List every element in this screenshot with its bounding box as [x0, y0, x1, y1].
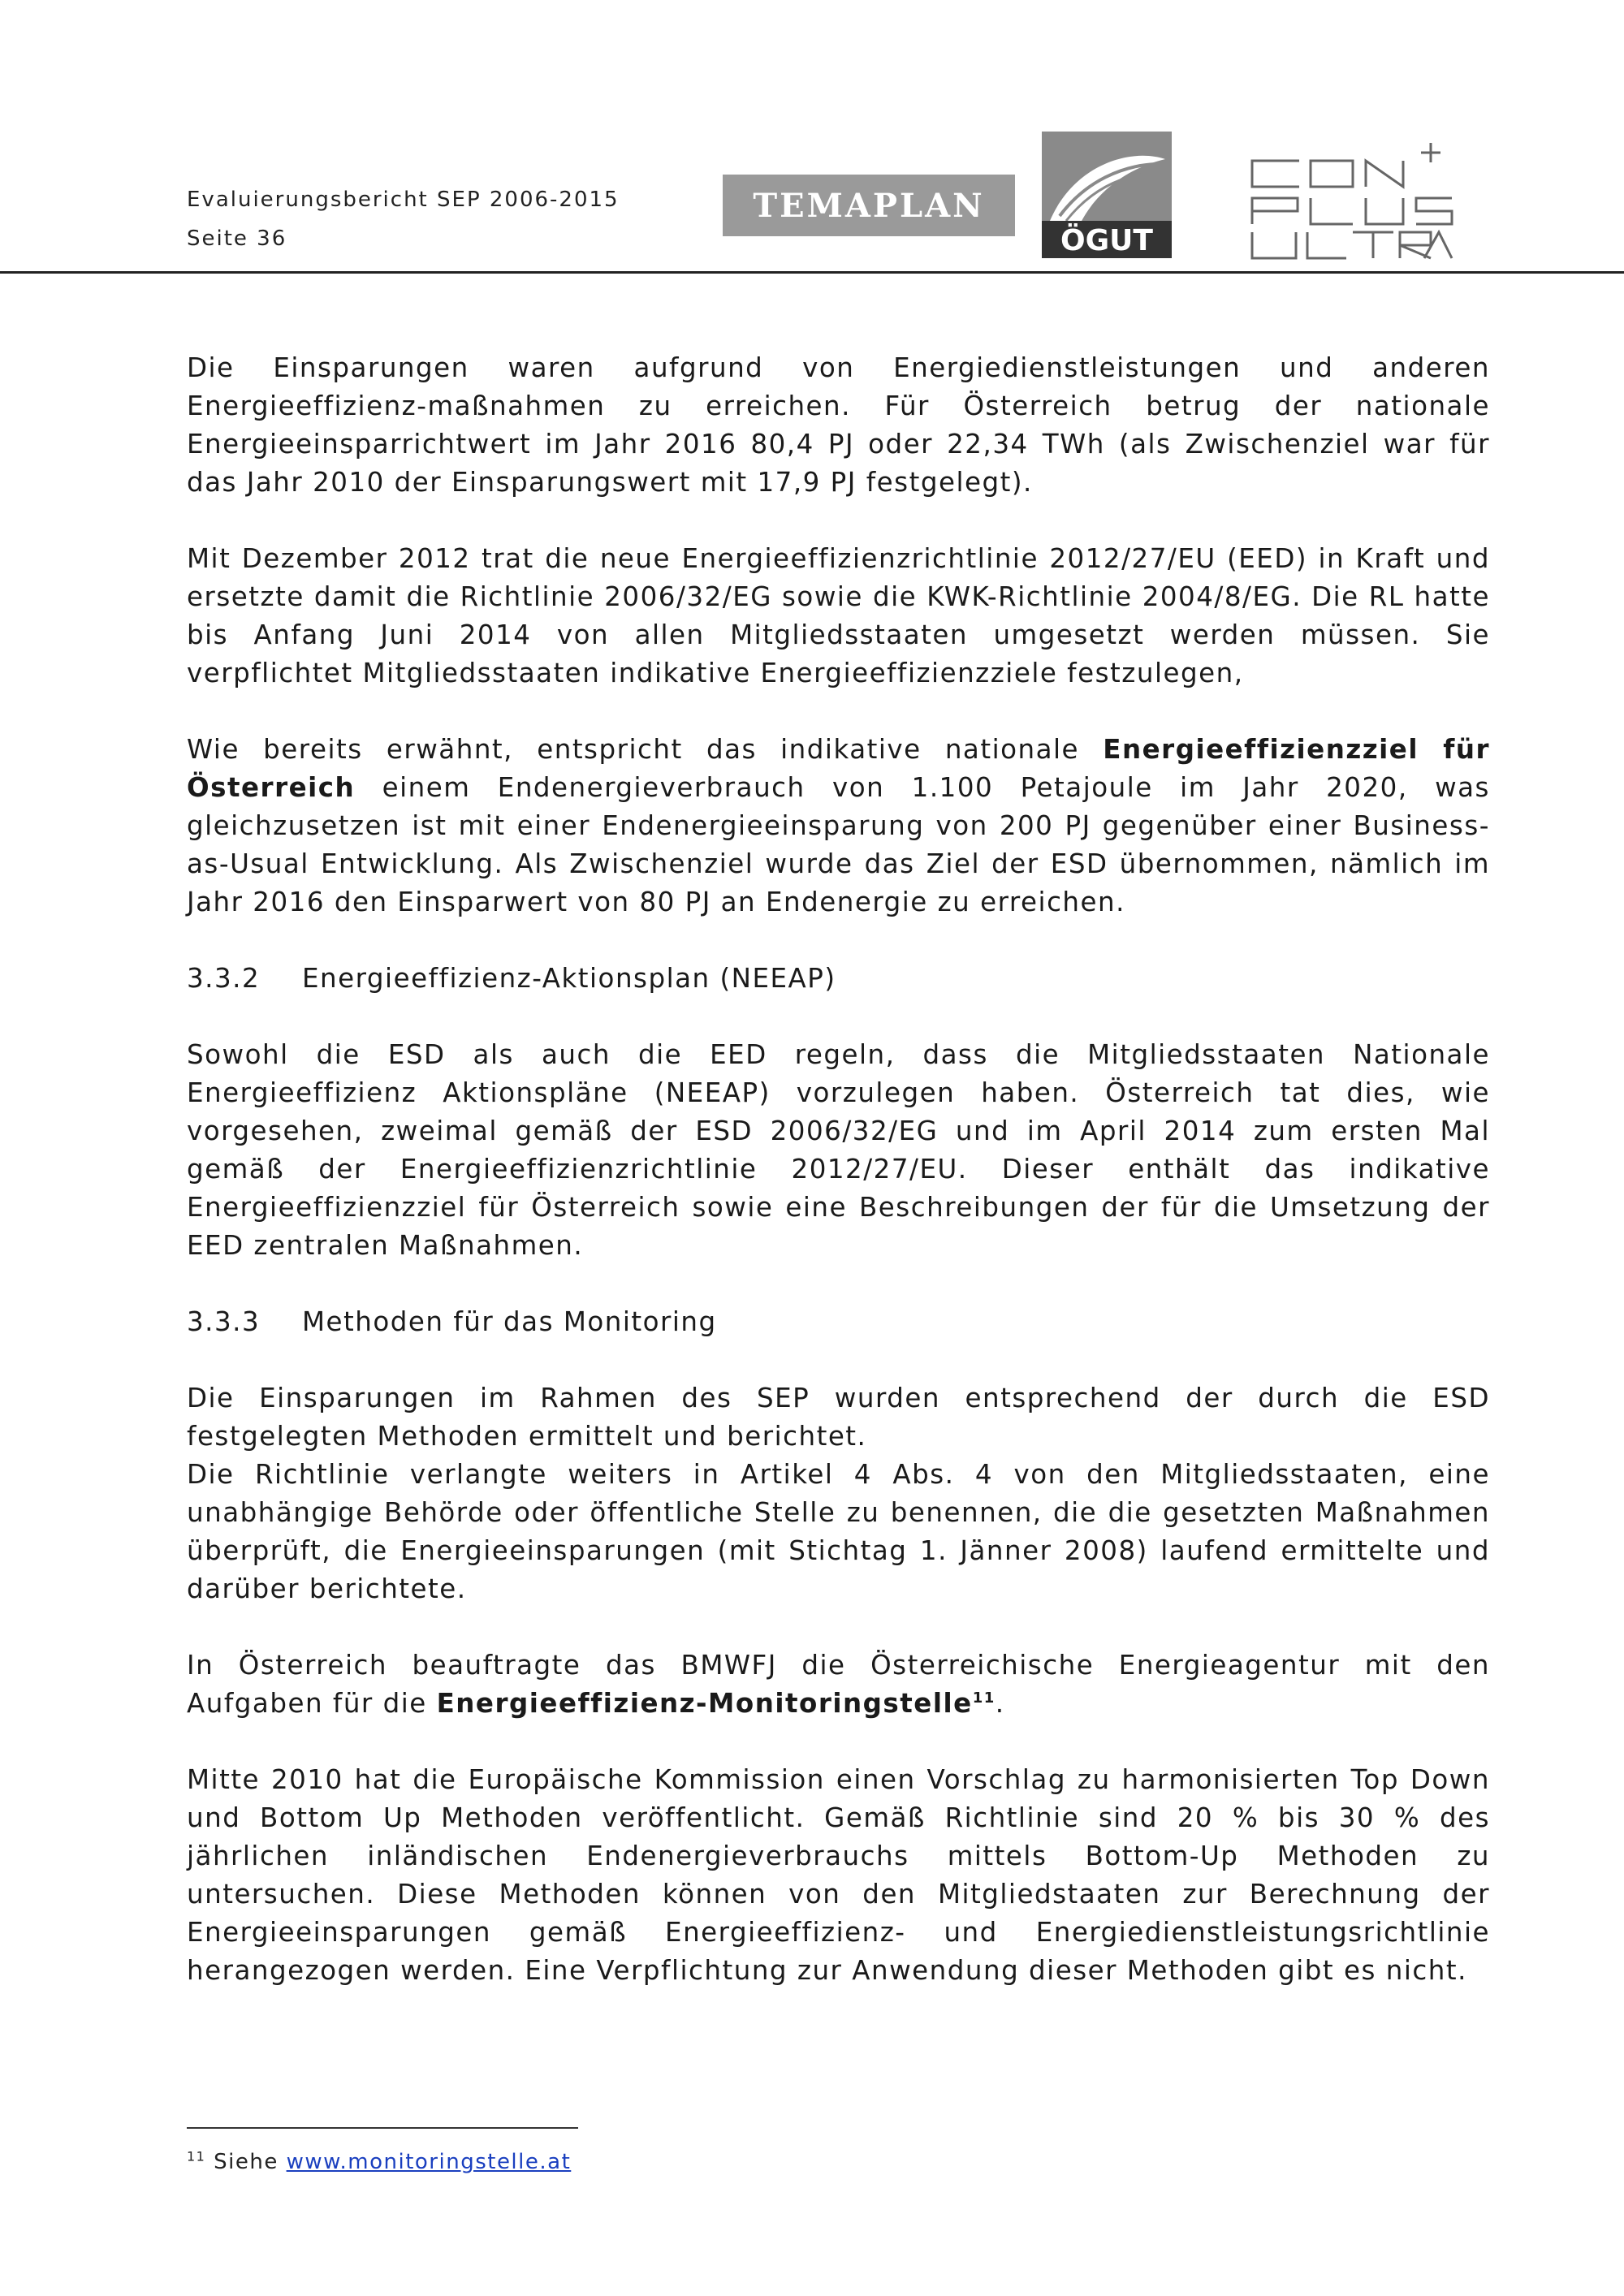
- paragraph-3-emphasis: Energieeffizienzziel für Österreich: [187, 734, 1491, 803]
- document-body: [187, 349, 1490, 2028]
- temaplan-logo-text: TEMAPLAN: [753, 186, 985, 225]
- section-heading-3-3-2: [187, 960, 1490, 998]
- paragraph-1: Die Einsparungen waren aufgrund von Energiedienstleistungen und anderen Energieeffizienz-maßnahmen zu erreichen. Für Österreich betrug der nationale Energieeinsparrichtwert im Jahr 2016 80,4 PJ oder 22,34 TWh (als Zwischenziel war für das Jahr 2010 der Einsparungswert mit 17,9 PJ festgelegt).: [187, 352, 1490, 498]
- footnote-divider: [187, 2127, 578, 2129]
- page-number: Seite 36: [187, 227, 287, 251]
- section-title: Energieeffizienz-Aktionsplan (NEEAP): [302, 963, 836, 994]
- page-header: [187, 180, 620, 258]
- paragraph-3-text-b: einem Endenergieverbrauch von 1.100 Petajoule im Jahr 2020, was gleichzusetzen ist mit einer Endenergieeinsparung von 200 PJ gegenüber einer Business-as-Usual Entwicklung. Als Zwischenziel wurde das Ziel der ESD übernommen, nämlich im Jahr 2016 den Einsparwert von 80 PJ an Endenergie zu erreichen.: [187, 772, 1490, 917]
- section-number: 3.3.2: [187, 963, 261, 994]
- paragraph-5: Die Einsparungen im Rahmen des SEP wurden entsprechend der durch die ESD festgelegten Methoden ermittelt und berichtet.: [187, 1383, 1490, 1452]
- paragraph-7-emphasis: Energieeffizienz-Monitoringstelle: [436, 1688, 973, 1719]
- paragraph-4: Sowohl die ESD als auch die EED regeln, dass die Mitgliedsstaaten Nationale Energieeffizienz Aktionspläne (NEEAP) vorzulegen haben. Österreich tat dies, wie vorgesehen, zweimal gemäß der ESD 2006/32/EG und im April 2014 zum ersten Mal gemäß der Energieeffizienzrichtlinie 2012/27/EU. Dieser enthält das indikative Energieeffizienzziel für Österreich sowie eine Beschreibungen der für die Umsetzung der EED zentralen Maßnahmen.: [187, 1039, 1490, 1261]
- footnote-number: 11: [187, 2148, 206, 2164]
- temaplan-logo: [723, 175, 1015, 236]
- paragraph-3-text-a: Wie bereits erwähnt, entspricht das indikative nationale: [187, 734, 1104, 765]
- paragraph-7-text-a: In Österreich beauftragte das BMWFJ die Österreichische Energieagentur mit den Aufgaben für die: [187, 1650, 1490, 1719]
- section-heading-3-3-3: [187, 1303, 1490, 1341]
- ogut-logo-text: ÖGUT: [1060, 224, 1153, 257]
- con-plus-ultra-logo: [1250, 136, 1453, 260]
- section-title: Methoden für das Monitoring: [302, 1306, 717, 1337]
- footnote: [187, 2150, 571, 2174]
- footnote-link[interactable]: www.monitoringstelle.at: [286, 2150, 572, 2174]
- paragraph-3: [187, 731, 1490, 921]
- section-number: 3.3.3: [187, 1306, 261, 1337]
- paragraph-8: Mitte 2010 hat die Europäische Kommission einen Vorschlag zu harmonisierten Top Down und Bottom Up Methoden veröffentlicht. Gemäß Richtlinie sind 20 % bis 30 % des jährlichen inländischen Endenergieverbrauchs mittels Bottom-Up Methoden zu untersuchen. Diese Methoden können von den Mitgliedstaaten zur Berechnung der Energieeinsparungen gemäß Energieeffizienz- und Energiedienstleistungsrichtlinie herangezogen werden. Eine Verpflichtung zur Anwendung dieser Methoden gibt es nicht.: [187, 1764, 1490, 1986]
- paragraph-7: [187, 1646, 1490, 1723]
- paragraph-6: Die Richtlinie verlangte weiters in Artikel 4 Abs. 4 von den Mitgliedsstaaten, eine unabhängige Behörde oder öffentliche Stelle zu benennen, die die gesetzten Maßnahmen überprüft, die Energieeinsparungen (mit Stichtag 1. Jänner 2008) laufend ermittelte und darüber berichtete.: [187, 1459, 1490, 1604]
- paragraph-2: Mit Dezember 2012 trat die neue Energieeffizienzrichtlinie 2012/27/EU (EED) in Kraft und ersetzte damit die Richtlinie 2006/32/EG sowie die KWK-Richtlinie 2004/8/EG. Die RL hatte bis Anfang Juni 2014 von allen Mitgliedsstaaten umgesetzt werden müssen. Sie verpflichtet Mitgliedsstaaten indikative Energieeffizienzziele festzulegen,: [187, 543, 1490, 688]
- footnote-reference[interactable]: 11: [972, 1690, 996, 1707]
- header-divider: [0, 271, 1624, 274]
- paragraph-7-text-b: .: [995, 1688, 1005, 1719]
- report-title: Evaluierungsbericht SEP 2006-2015: [187, 188, 620, 212]
- footnote-text: Siehe: [214, 2150, 287, 2174]
- ogut-logo: [1042, 132, 1172, 258]
